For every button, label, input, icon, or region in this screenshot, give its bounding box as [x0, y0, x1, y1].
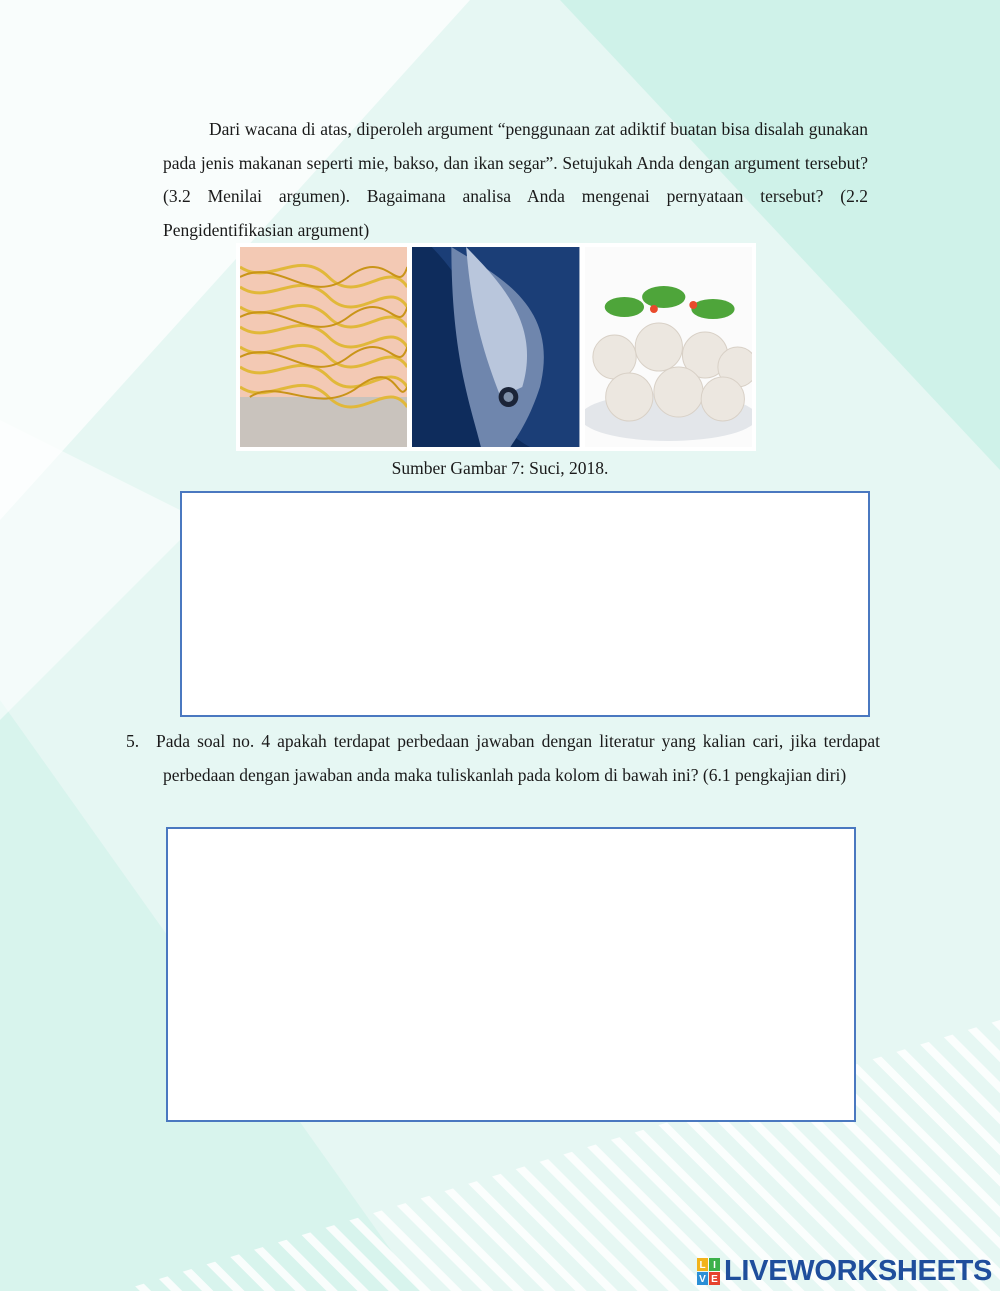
question4-paragraph: Dari wacana di atas, diperoleh argument “penggunaan zat adiktif buatan bisa disalah gunakan pada jenis makanan seperti mie, bakso, dan ikan segar”. Setujukah Anda dengan argument tersebut? (3.2 Menilai argumen). Bagaimana analisa Anda mengenai pernyataan tersebut? (2.2 Pengidentifikasian argument): [163, 119, 868, 240]
brand-name: LIVEWORKSHEETS: [724, 1255, 993, 1287]
meatballs-photo: [585, 247, 752, 447]
question5-text: Pada soal no. 4 apakah terdapat perbedaan jawaban dengan literatur yang kalian cari, jika terdapat perbedaan dengan jawaban anda maka tuliskanlah pada kolom di bawah ini? (6.1 pengkajian diri): [156, 731, 880, 785]
fish-photo: [412, 247, 579, 447]
svg-text:L: L: [699, 1259, 706, 1271]
image-caption: Sumber Gambar 7: Suci, 2018.: [391, 458, 609, 478]
answer-box-question4[interactable]: [180, 491, 870, 717]
answer-input-question4[interactable]: [182, 493, 868, 715]
question5: [126, 725, 880, 792]
svg-text:I: I: [713, 1259, 716, 1271]
question5-number: 5.: [126, 731, 140, 751]
food-photo-strip: [236, 243, 756, 451]
answer-box-question5[interactable]: [166, 827, 856, 1122]
noodles-photo: [240, 247, 407, 447]
liveworksheets-logo: [697, 1255, 992, 1288]
svg-text:V: V: [699, 1273, 706, 1285]
live-blocks-icon: [697, 1258, 721, 1286]
answer-input-question5[interactable]: [168, 829, 854, 1120]
svg-text:E: E: [711, 1273, 718, 1285]
